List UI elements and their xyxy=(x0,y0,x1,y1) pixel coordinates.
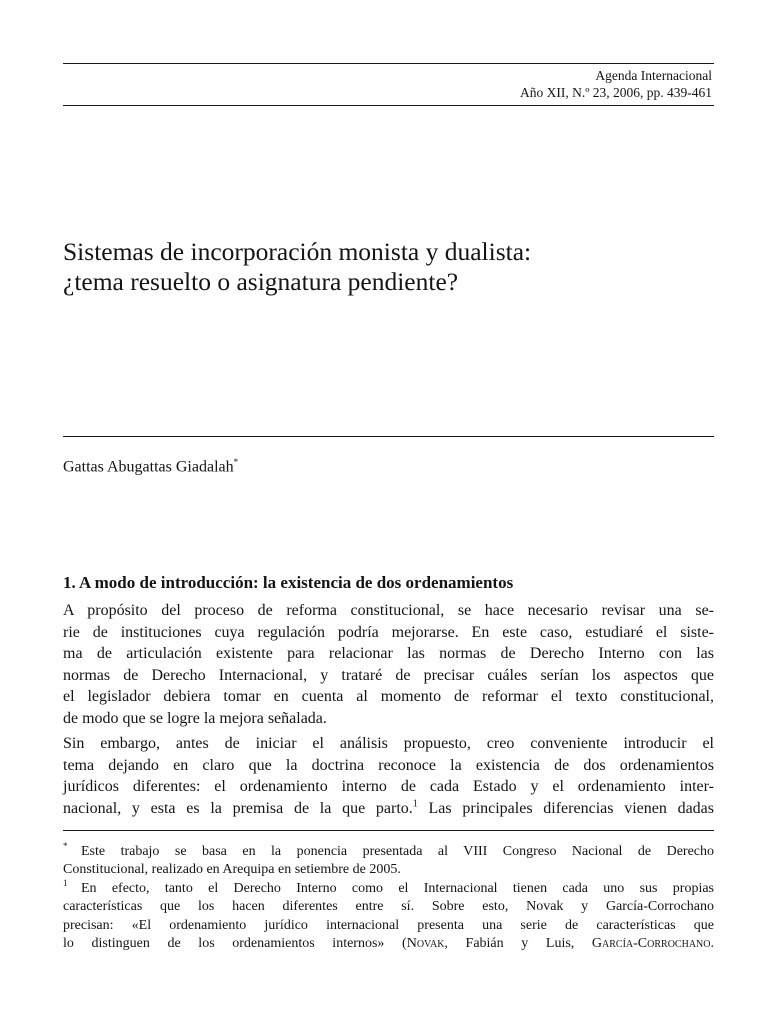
author-name: Gattas Abugattas Giadalah xyxy=(63,458,234,476)
author-surname: Novak xyxy=(406,935,445,951)
footnote-1 xyxy=(63,880,714,953)
paragraph-1 xyxy=(63,600,714,729)
article-title xyxy=(63,237,723,297)
paragraph-line: rie de instituciones cuya regulación podría mejorarse. En este caso, estudiaré el siste- xyxy=(63,623,714,641)
paragraph-line: Sin embargo, antes de iniciar el análisis propuesto, creo conveniente introducir el xyxy=(63,735,714,752)
paragraph-line: A propósito del proceso de reforma constitucional, se hace necesario revisar una se- xyxy=(63,602,714,619)
footnote-line xyxy=(63,935,714,953)
paragraph-2 xyxy=(63,733,714,819)
footnote-line: * Este trabajo se basa en la ponencia presentada al VIII Congreso Nacional de Derecho xyxy=(63,841,714,859)
footnote-line: Constitucional, realizado en Arequipa en setiembre de 2005. xyxy=(63,862,401,878)
footnote-star xyxy=(63,843,714,880)
paragraph-line: de modo que se logre la mejora señalada. xyxy=(63,709,327,727)
paragraph-text: nacional, y esta es la premisa de la que parto. xyxy=(63,799,413,817)
footnote-text: Este trabajo se basa en la ponencia presentada al VIII Congreso Nacional de Derecho xyxy=(81,844,714,859)
author-line xyxy=(63,452,238,477)
paragraph-line: ma de articulación existente para relacionar las normas de Derecho Interno con las xyxy=(63,645,714,662)
section-heading: 1. A modo de introducción: la existencia de dos ordenamientos xyxy=(63,573,514,592)
footnote-line: 1 En efecto, tanto el Derecho Interno como el Internacional tienen cada uno sus propias xyxy=(63,878,714,896)
footnote-rule xyxy=(63,830,714,831)
paragraph-line-with-ref xyxy=(63,798,714,820)
journal-issue: Año XII, N.º 23, 2006, pp. 439-461 xyxy=(519,85,712,100)
footnote-text: . xyxy=(710,935,714,951)
author-surname: García-Corrochano xyxy=(591,935,711,951)
header-top-rule xyxy=(63,63,714,64)
footnote-line: precisan: «El ordenamiento jurídico internacional presenta una serie de características que xyxy=(63,917,714,933)
footnote-ref-1: 1 xyxy=(412,798,418,810)
header-bottom-rule xyxy=(63,105,714,106)
title-line-1: Sistemas de incorporación monista y dualista: xyxy=(63,237,532,266)
journal-header xyxy=(520,67,712,101)
footnote-text: , Fabián y Luis, xyxy=(444,935,592,951)
journal-name: Agenda Internacional xyxy=(595,68,712,83)
paragraph-text: Las principales diferencias vienen dadas xyxy=(428,799,715,817)
footnote-text: lo distinguen de los ordenamientos internos» ( xyxy=(63,935,407,951)
paragraph-line: tema dejando en claro que la doctrina reconoce la existencia de dos ordenamientos xyxy=(63,756,714,774)
paragraph-line: jurídicos diferentes: el ordenamiento interno de cada Estado y el ordenamiento inter- xyxy=(63,778,714,795)
author-rule xyxy=(63,436,714,437)
title-line-2: ¿tema resuelto o asignatura pendiente? xyxy=(63,267,459,296)
paragraph-line: el legislador debiera tomar en cuenta al momento de reformar el texto constitucional, xyxy=(63,688,714,705)
footnote-text: En efecto, tanto el Derecho Interno como el Internacional tienen cada uno sus propias xyxy=(81,881,714,896)
author-footnote-mark: * xyxy=(233,457,239,467)
footnote-line: características que los hacen diferentes entre sí. Sobre esto, Novak y García-Corrochano xyxy=(63,899,714,915)
paragraph-line: normas de Derecho Internacional, y trataré de precisar cuáles serían los aspectos que xyxy=(63,666,714,684)
